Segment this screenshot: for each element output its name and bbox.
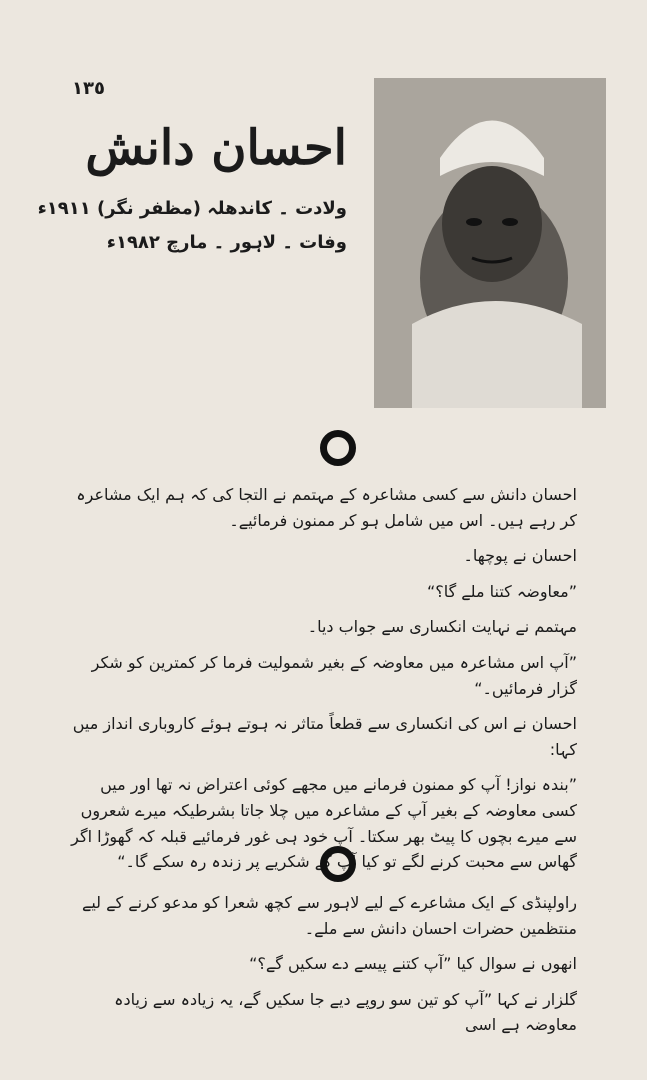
paragraph-9: انھوں نے سوال کیا ”آپ کتنے پیسے دے سکیں گے؟“ bbox=[249, 954, 577, 974]
paragraph-10: گلزار نے کہا ”آپ کو تین سو روپے دیے جا سکیں گے، یہ زیادہ سے زیادہ معاوضہ ہے اسی bbox=[114, 989, 577, 1035]
section-divider-circle bbox=[320, 430, 356, 466]
birth-info: ولادت ۔ کاندھلہ (مظفر نگر) ۱۹۱۱ء bbox=[37, 198, 347, 219]
paragraph-6: احسان نے اس کی انکساری سے قطعاً متاثر نہ ہوتے ہوئے کاروباری انداز میں کہا: bbox=[72, 714, 577, 759]
paragraph-5: ”آپ اس مشاعرہ میں معاوضہ کے بغیر شمولیت فرما کر کمترین کو شکر گزار فرمائیں۔“ bbox=[91, 652, 577, 698]
section-divider-circle-2 bbox=[320, 846, 356, 882]
paragraph-8: راولپنڈی کے ایک مشاعرے کے لیے لاہور سے کچھ شعرا کو مدعو کرنے کے لیے منتظمین حضرات احسان دانش سے ملے۔ bbox=[81, 893, 577, 938]
poet-name-title: احسان دانش bbox=[85, 120, 347, 176]
paragraph-4: مہتمم نے نہایت انکساری سے جواب دیا۔ bbox=[307, 617, 577, 637]
page-number: ١٣٥ bbox=[72, 78, 105, 99]
portrait-photo bbox=[374, 78, 606, 408]
anecdote-two bbox=[70, 890, 577, 1048]
paragraph-3: ”معاوضہ کتنا ملے گا؟“ bbox=[426, 581, 577, 601]
death-info: وفات ۔ لاہور ۔ مارچ ۱۹۸۲ء bbox=[106, 232, 347, 253]
paragraph-2: احسان نے پوچھا۔ bbox=[463, 546, 577, 566]
paragraph-7: ”بندہ نواز! آپ کو ممنون فرمانے میں مجھے کوئی اعتراض نہ تھا اور میں کسی معاوضہ کے بغیر آپ کے مشاعرہ میں چلا جاتا بشرطیکہ میرے شعروں سے میرے بچوں کا پیٹ بھر سکتا۔ آپ خود ہی غور فرمائیے قبلہ کہ گھوڑا اگر گھاس سے محبت کرنے لگے تو کیا آپ کے شکریے پر زندہ رہ سکے گا۔“ bbox=[71, 775, 577, 872]
portrait-image bbox=[374, 78, 606, 408]
paragraph-1: احسان دانش سے کسی مشاعرہ کے مہتمم نے التجا کی کہ ہم ایک مشاعرہ کر رہے ہیں۔ اس میں شامل ہو کر ممنون فرمائیے۔ bbox=[76, 485, 577, 530]
anecdote-one bbox=[70, 482, 577, 885]
